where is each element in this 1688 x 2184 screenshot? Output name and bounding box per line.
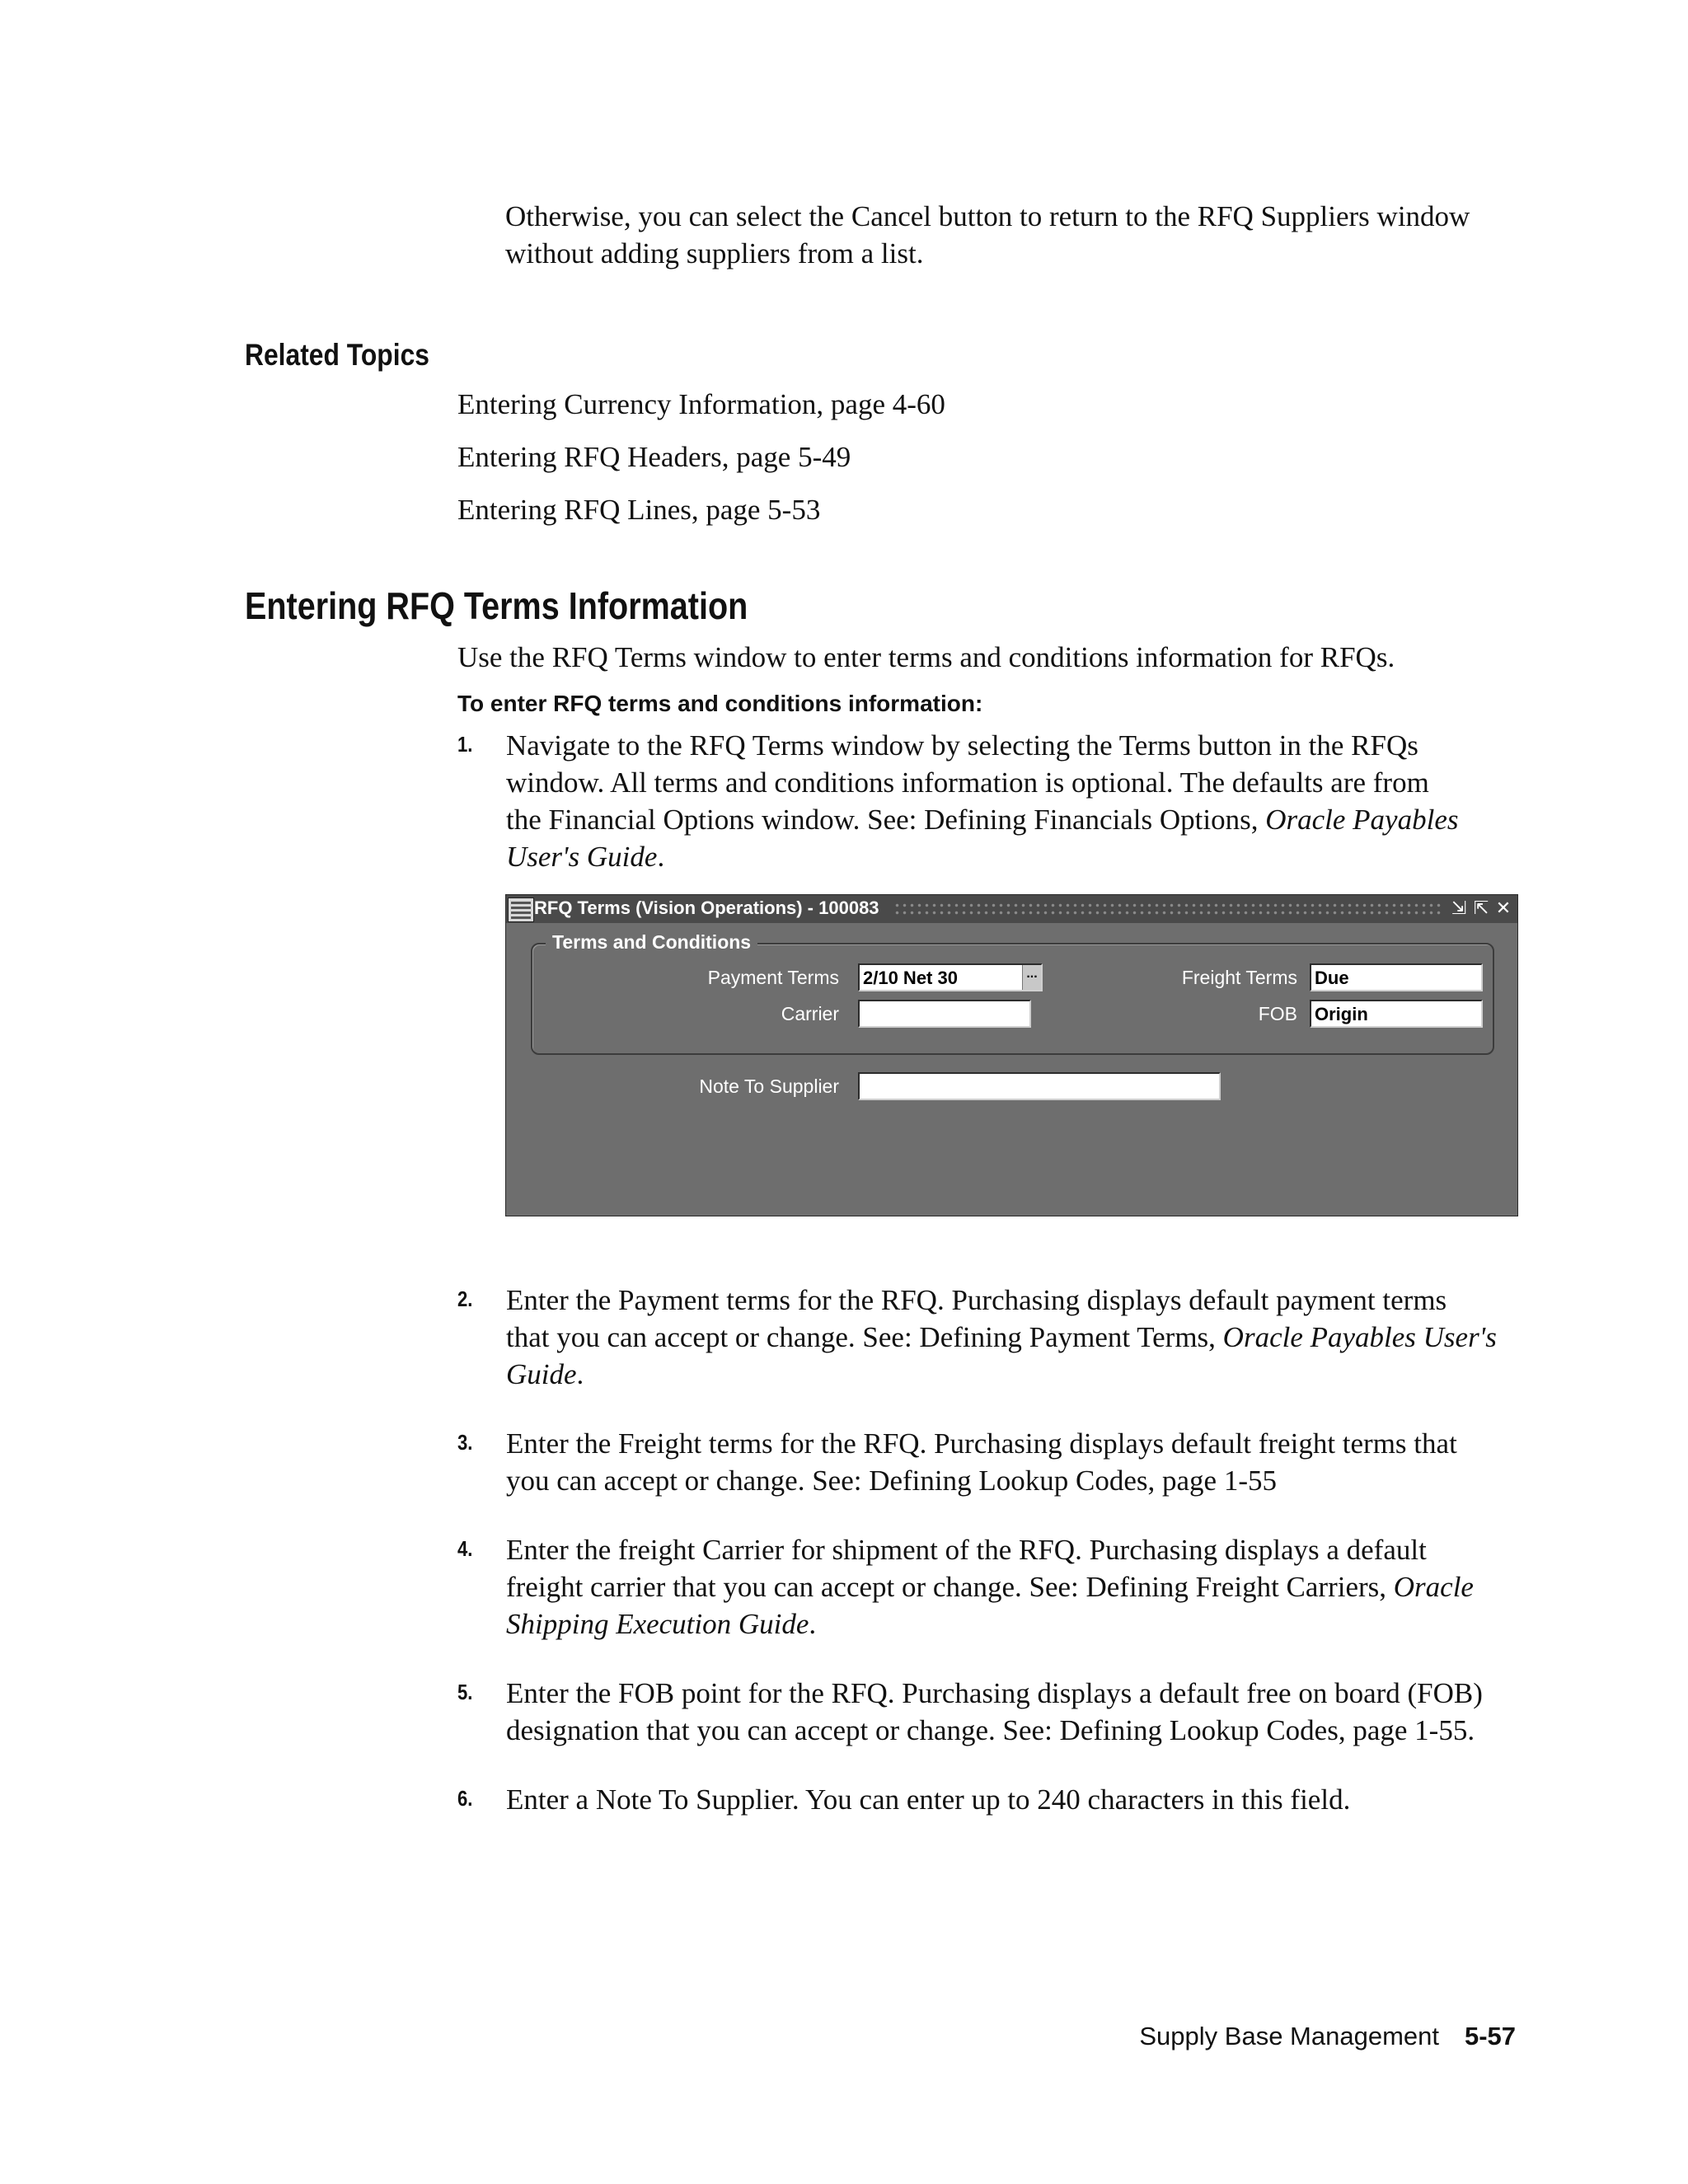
footer-chapter: Supply Base Management [1139,2022,1439,2050]
freight-terms-label: Freight Terms [1181,967,1297,988]
step-line [506,801,1520,838]
maximize-icon[interactable]: ⇱ [1473,898,1489,919]
close-icon[interactable]: ✕ [1495,898,1512,919]
fob-label: FOB [1258,1003,1297,1024]
book-title: User's Guide [506,841,658,873]
step-line-text: . [809,1608,817,1640]
step-line: Enter a Note To Supplier. You can enter up to 240 characters in this field. [506,1783,1351,1816]
related-topic-link[interactable]: Entering RFQ Headers, page 5-49 [457,441,851,473]
step-line: Enter the freight Carrier for shipment of the RFQ. Purchasing displays a default [506,1534,1427,1566]
list-of-values-icon[interactable]: ... [1022,965,1041,990]
step-text [506,1425,1520,1499]
payment-terms-label: Payment Terms [707,967,839,988]
note-to-supplier-label: Note To Supplier [699,1076,839,1097]
terms-and-conditions-group [531,931,1494,1055]
step-line-text: the Financial Options window. See: Defining Financials Options, [506,804,1266,836]
step-number: 1. [457,732,473,757]
step-line: Enter the FOB point for the RFQ. Purchasing displays a default free on board (FOB) [506,1677,1483,1709]
step-text [506,1781,1520,1818]
footer-page-number: 5-57 [1464,2022,1516,2050]
step-line-text: . [657,841,665,873]
book-title: Oracle Payables [1265,804,1459,836]
step-line-text: freight carrier that you can accept or change. See: Defining Freight Carriers, [506,1571,1394,1603]
note-to-supplier-field[interactable] [858,1072,1221,1100]
rfq-terms-window [505,894,1518,1216]
fob-field[interactable]: Origin [1310,1000,1483,1028]
titlebar-pattern [893,902,1442,916]
step-number: 6. [457,1786,473,1811]
step-line: designation that you can accept or change. See: Defining Lookup Codes, page 1-55. [506,1714,1475,1746]
payment-terms-field[interactable] [858,963,1043,991]
step-number: 2. [457,1286,473,1311]
section-intro: Use the RFQ Terms window to enter terms and conditions information for RFQs. [457,641,1395,673]
step-line [506,1356,1520,1393]
step-text [506,727,1520,875]
book-title: Oracle Payables User's [1222,1321,1497,1353]
window-title: RFQ Terms (Vision Operations) - 100083 [534,898,879,918]
step-line-text: . [576,1358,584,1390]
step-number: 4. [457,1536,473,1561]
step-text [506,1531,1520,1643]
intro-line-1: Otherwise, you can select the Cancel button to return to the RFQ Suppliers window [505,200,1470,232]
oracle-app-icon [508,898,534,922]
step-line: Navigate to the RFQ Terms window by selecting the Terms button in the RFQs [506,729,1418,762]
step-line [506,838,1520,875]
step-line: you can accept or change. See: Defining Lookup Codes, page 1-55 [506,1465,1277,1497]
related-topic-link[interactable]: Entering RFQ Lines, page 5-53 [457,494,821,526]
minimize-icon[interactable]: ⇲ [1451,898,1467,919]
step-number: 3. [457,1430,473,1455]
step-line: Enter the Freight terms for the RFQ. Purchasing displays default freight terms that [506,1427,1457,1460]
step-line [506,1605,1520,1643]
section-heading: Entering RFQ Terms Information [245,584,748,627]
carrier-label: Carrier [781,1003,839,1024]
intro-line-2: without adding suppliers from a list. [505,237,924,269]
related-topics-heading: Related Topics [245,338,429,372]
step-text [506,1675,1520,1749]
freight-terms-field[interactable]: Due [1310,963,1483,991]
book-title: Oracle [1393,1571,1474,1603]
step-line [506,1319,1520,1356]
carrier-field[interactable] [858,1000,1031,1028]
related-topic-link[interactable]: Entering Currency Information, page 4-60 [457,388,945,420]
procedure-title: To enter RFQ terms and conditions information: [457,691,983,716]
step-line [506,1568,1520,1605]
window-titlebar[interactable] [506,895,1517,923]
step-text [506,1282,1520,1393]
step-line: Enter the Payment terms for the RFQ. Purchasing displays default payment terms [506,1284,1447,1316]
step-number: 5. [457,1680,473,1704]
book-title: Guide [506,1358,577,1390]
step-line: window. All terms and conditions information is optional. The defaults are from [506,766,1429,799]
group-label: Terms and Conditions [546,931,757,954]
book-title: Shipping Execution Guide [506,1608,809,1640]
step-line-text: that you can accept or change. See: Defining Payment Terms, [506,1321,1223,1353]
payment-terms-value: 2/10 Net 30 [863,968,958,988]
